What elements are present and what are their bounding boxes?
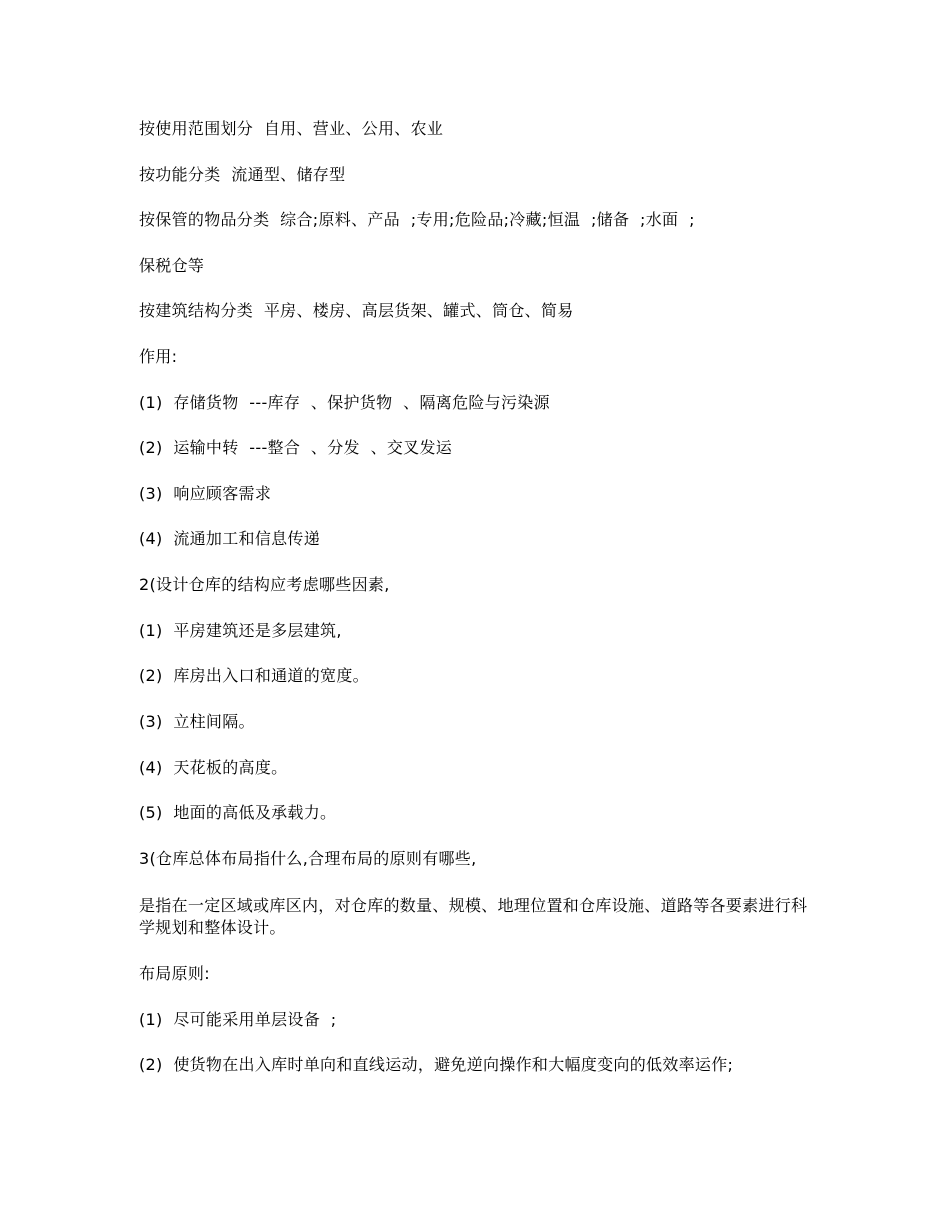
list-item-processing: (4) 流通加工和信息传递: [139, 529, 321, 548]
list-item-ceiling-height: (4) 天花板的高度。: [139, 758, 288, 777]
list-item-unidirectional-flow: (2) 使货物在出入库时单向和直线运动，避免逆向操作和大幅度变向的低效率运作;: [139, 1055, 734, 1074]
list-item-single-or-multi-story: (1) 平房建筑还是多层建筑,: [139, 621, 342, 640]
paragraph-function-heading: 作用:: [139, 347, 178, 366]
question-layout-principles: 3(仓库总体布局指什么,合理布局的原则有哪些,: [139, 849, 477, 868]
list-item-entrance-width: (2) 库房出入口和通道的宽度。: [139, 666, 369, 685]
paragraph-principles-heading: 布局原则:: [139, 964, 210, 983]
list-item-floor-capacity: (5) 地面的高低及承载力。: [139, 803, 337, 822]
list-item-column-spacing: (3) 立柱间隔。: [139, 712, 255, 731]
paragraph-structure-classification: 按建筑结构分类 平房、楼房、高层货架、罐式、筒仓、简易: [139, 301, 574, 320]
list-item-transit: (2) 运输中转 ---整合 、分发 、交叉发运: [139, 438, 453, 457]
paragraph-goods-classification: 按保管的物品分类 综合;原料、产品 ;专用;危险品;冷藏;恒温 ;储备 ;水面 ;: [139, 210, 695, 229]
list-item-customer-response: (3) 响应顾客需求: [139, 484, 272, 503]
paragraph-scope-classification: 按使用范围划分 自用、营业、公用、农业: [139, 119, 444, 138]
paragraph-function-classification: 按功能分类 流通型、储存型: [139, 165, 346, 184]
paragraph-layout-definition: 是指在一定区域或库区内，对仓库的数量、规模、地理位置和仓库设施、道路等各要素进行科学规划和整体设计。: [139, 896, 808, 937]
paragraph-bonded-warehouse: 保税仓等: [139, 256, 205, 275]
question-structure-factors: 2(设计仓库的结构应考虑哪些因素,: [139, 575, 390, 594]
list-item-storage: (1) 存储货物 ---库存 、保护货物 、隔离危险与污染源: [139, 393, 550, 412]
list-item-single-level-equipment: (1) 尽可能采用单层设备 ;: [139, 1010, 337, 1029]
